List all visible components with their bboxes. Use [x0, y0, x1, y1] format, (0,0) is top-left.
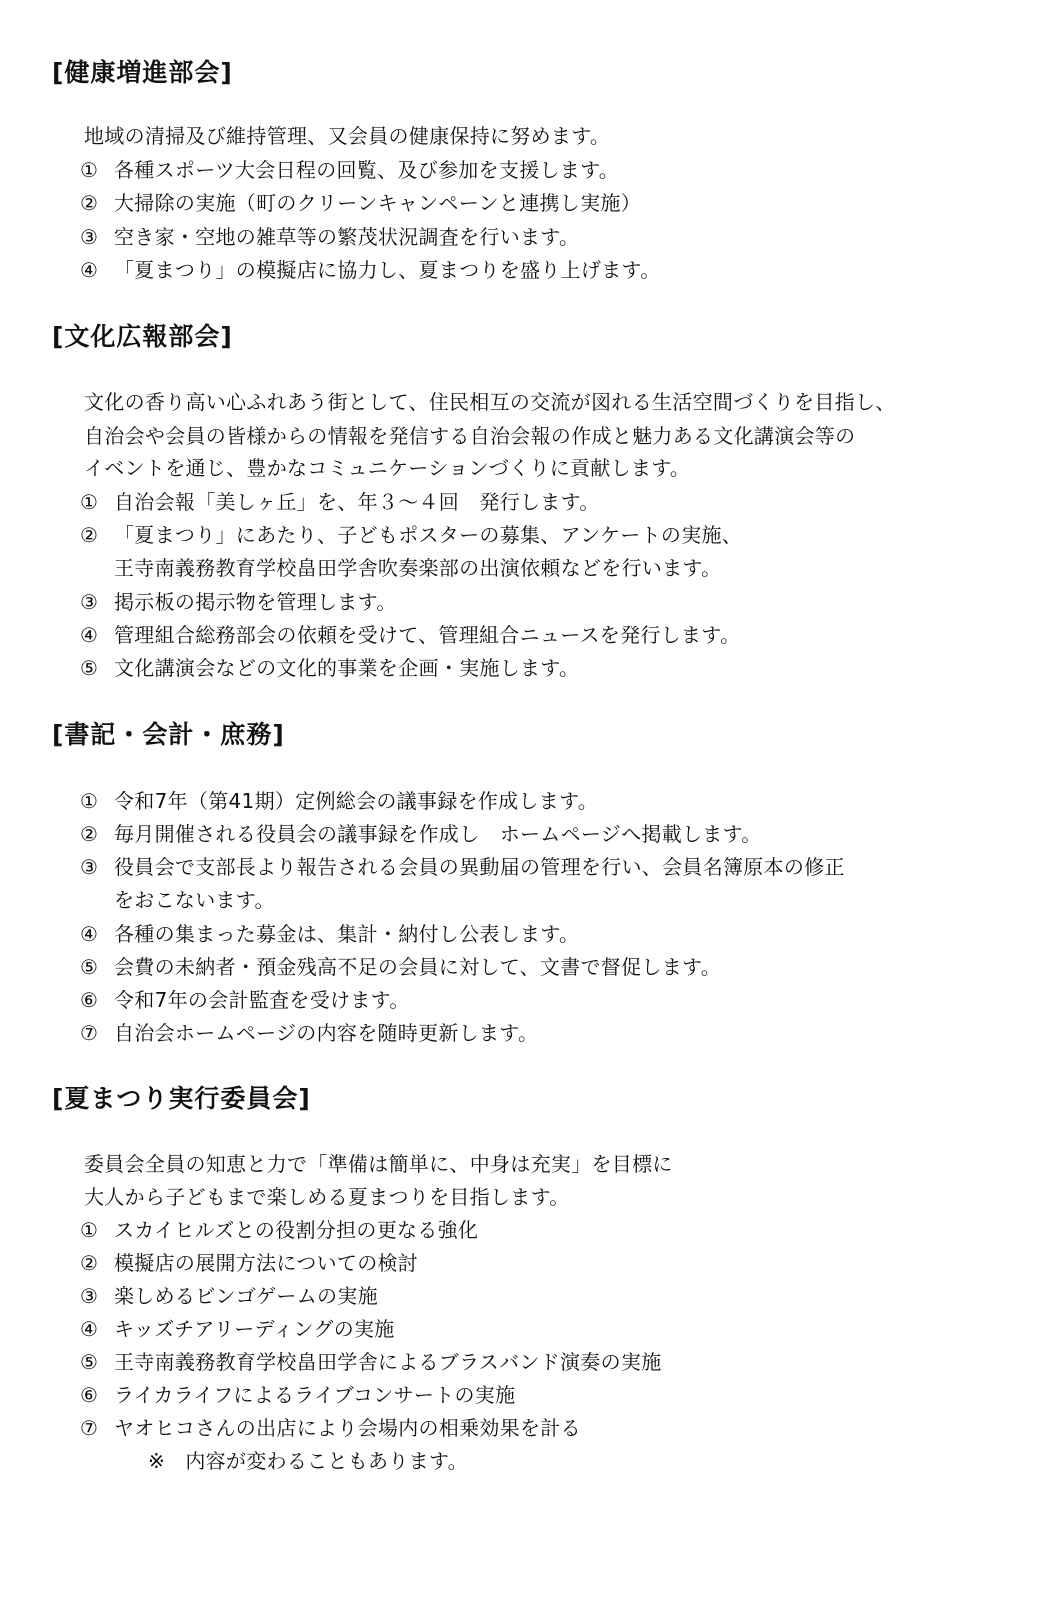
section-heading-secretary: [書記・会計・庶務] [52, 720, 285, 749]
item-number: ① [80, 1218, 99, 1242]
item-text: 令和7年の会計監査を受けます。 [114, 988, 410, 1012]
item-text: 自治会ホームページの内容を随時更新します。 [114, 1021, 539, 1045]
item-number: ⑦ [80, 1416, 99, 1440]
item-text: 令和7年（第41期）定例総会の議事録を作成します。 [114, 789, 599, 813]
list-item [80, 1317, 395, 1341]
item-text: 「夏まつり」の模擬店に協力し、夏まつりを盛り上げます。 [114, 258, 661, 282]
intro-line: 自治会や会員の皆様からの情報を発信する自治会報の作成と魅力ある文化講演会等の [84, 424, 856, 448]
item-number: ② [80, 1251, 99, 1275]
list-item [80, 1021, 538, 1045]
item-number: ② [80, 523, 99, 547]
list-item [80, 855, 845, 879]
list-item [80, 922, 579, 946]
item-number: ① [80, 490, 99, 514]
item-number: ① [80, 158, 99, 182]
item-text: 「夏まつり」にあたり、子どもポスターの募集、アンケートの実施、 [114, 523, 743, 547]
item-number: ⑥ [80, 988, 99, 1012]
item-number: ④ [80, 258, 99, 282]
item-text: 自治会報「美しヶ丘」を、年３～４回 発行します。 [114, 490, 600, 514]
item-number: ③ [80, 225, 99, 249]
list-item [80, 1251, 418, 1275]
list-item [80, 623, 740, 647]
item-text: 大掃除の実施（町のクリーンキャンペーンと連携し実施） [114, 191, 641, 215]
item-number: ⑤ [80, 955, 99, 979]
list-item [80, 955, 721, 979]
item-number: ① [80, 789, 99, 813]
list-item [80, 789, 598, 813]
item-text: キッズチアリーディングの実施 [114, 1317, 395, 1341]
intro-line: 文化の香り高い心ふれあう街として、住民相互の交流が図れる生活空間づくりを目指し、 [84, 390, 896, 414]
item-continuation: 王寺南義務教育学校畠田学舎吹奏楽部の出演依頼などを行います。 [114, 556, 722, 580]
item-number: ⑤ [80, 1350, 99, 1374]
item-text: 各種スポーツ大会日程の回覧、及び参加を支援します。 [114, 158, 620, 182]
item-number: ④ [80, 623, 99, 647]
list-item [80, 656, 579, 680]
list-item [80, 225, 579, 249]
item-number: ③ [80, 1284, 99, 1308]
intro-line: 大人から子どもまで楽しめる夏まつりを目指します。 [84, 1185, 570, 1209]
list-item [80, 1383, 515, 1407]
list-item [80, 988, 410, 1012]
item-number: ⑥ [80, 1383, 99, 1407]
item-text: 各種の集まった募金は、集計・納付し公表します。 [114, 922, 580, 946]
item-number: ④ [80, 922, 99, 946]
item-text: スカイヒルズとの役割分担の更なる強化 [114, 1218, 479, 1242]
list-item [80, 1218, 478, 1242]
item-text: 王寺南義務教育学校畠田学舎によるブラスバンド演奏の実施 [114, 1350, 662, 1374]
list-item [80, 258, 661, 282]
item-text: 楽しめるビンゴゲームの実施 [114, 1284, 378, 1308]
list-item [80, 590, 397, 614]
list-item [80, 1416, 581, 1440]
item-number: ⑤ [80, 656, 99, 680]
list-item [80, 158, 619, 182]
item-text: 管理組合総務部会の依頼を受けて、管理組合ニュースを発行します。 [114, 623, 741, 647]
item-text: 空き家・空地の雑草等の繁茂状況調査を行います。 [114, 225, 580, 249]
item-number: ② [80, 822, 99, 846]
list-item [80, 1284, 378, 1308]
section-heading-health: [健康増進部会] [52, 58, 233, 87]
item-text: 文化講演会などの文化的事業を企画・実施します。 [114, 656, 580, 680]
item-continuation: をおこないます。 [114, 888, 275, 912]
list-item [80, 523, 742, 547]
item-number: ⑦ [80, 1021, 99, 1045]
list-item [80, 191, 641, 215]
section-heading-culture: [文化広報部会] [52, 322, 233, 351]
list-item [80, 822, 762, 846]
intro-line: イベントを通じ、豊かなコミュニケーションづくりに貢献します。 [84, 456, 691, 480]
intro-line: 委員会全員の知恵と力で「準備は簡単に、中身は充実」を目標に [84, 1152, 673, 1176]
item-number: ④ [80, 1317, 99, 1341]
intro-line: 地域の清掃及び維持管理、又会員の健康保持に努めます。 [84, 124, 611, 148]
item-number: ③ [80, 855, 99, 879]
item-text: 会費の未納者・預金残高不足の会員に対して、文書で督促します。 [114, 955, 721, 979]
item-number: ② [80, 191, 99, 215]
footnote: ※ 内容が変わることもあります。 [148, 1449, 468, 1473]
item-text: ライカライフによるライブコンサートの実施 [114, 1383, 516, 1407]
item-text: 掲示板の掲示物を管理します。 [114, 590, 397, 614]
item-number: ③ [80, 590, 99, 614]
item-text: 毎月開催される役員会の議事録を作成し ホームページへ掲載します。 [114, 822, 762, 846]
item-text: 役員会で支部長より報告される会員の異動届の管理を行い、会員名簿原本の修正 [114, 855, 845, 879]
item-text: 模擬店の展開方法についての検討 [114, 1251, 419, 1275]
list-item [80, 1350, 662, 1374]
section-heading-summer-festival: [夏まつり実行委員会] [52, 1084, 311, 1113]
item-text: ヤオヒコさんの出店により会場内の相乗効果を計る [114, 1416, 581, 1440]
list-item [80, 490, 600, 514]
